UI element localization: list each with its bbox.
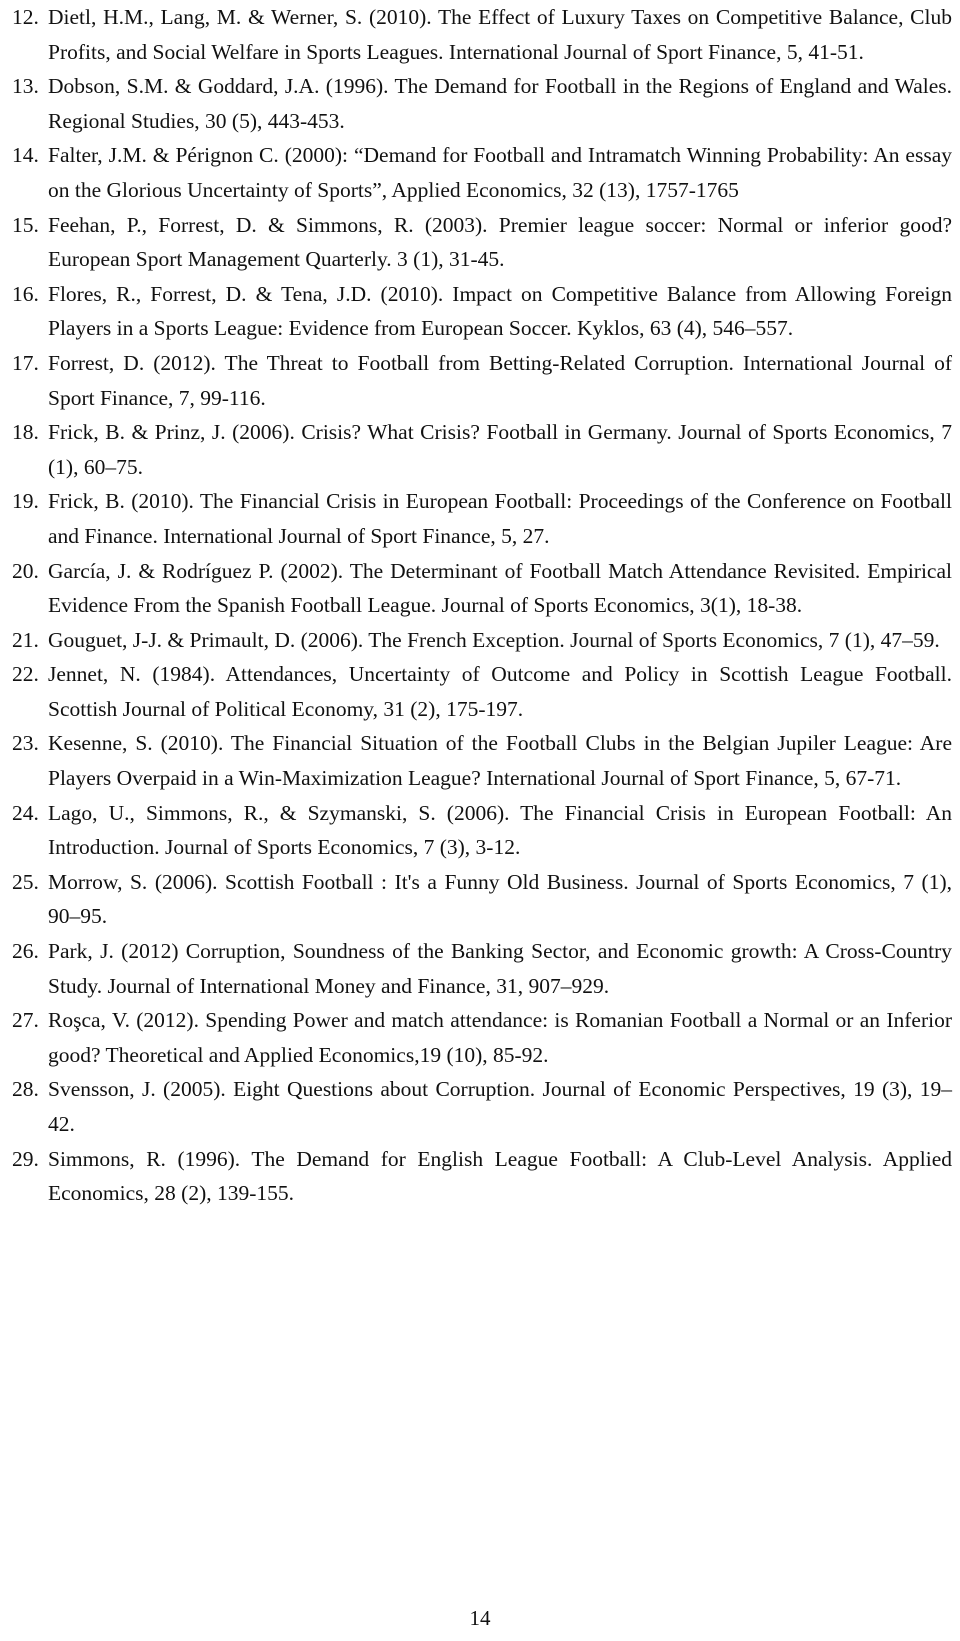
reference-number: 28. <box>12 1077 39 1102</box>
reference-item <box>12 208 952 277</box>
reference-text: Svensson, J. (2005). Eight Questions about Corruption. Journal of Economic Perspectives, 19 (3), 19–42. <box>48 1077 952 1136</box>
reference-number: 26. <box>12 939 39 964</box>
reference-item <box>12 277 952 346</box>
page-number: 14 <box>469 1606 491 1630</box>
reference-text: Kesenne, S. (2010). The Financial Situation of the Football Clubs in the Belgian Jupiler League: Are Players Overpaid in a Win-Maximization League? International Journal of Sport Finance, 5, 67-71. <box>48 731 952 791</box>
reference-item <box>12 69 952 138</box>
reference-text: Gouguet, J-J. & Primault, D. (2006). The French Exception. Journal of Sports Economics, 7 (1), 47–59. <box>48 627 940 652</box>
reference-number: 13. <box>12 74 39 99</box>
reference-item <box>12 623 952 658</box>
reference-text: Lago, U., Simmons, R., & Szymanski, S. (2006). The Financial Crisis in European Football: An Introduction. Journal of Sports Economics, 7 (3), 3-12. <box>48 800 952 860</box>
reference-text: Dobson, S.M. & Goddard, J.A. (1996). The Demand for Football in the Regions of England and Wales. Regional Studies, 30 (5), 443-453. <box>48 74 952 133</box>
reference-item <box>12 484 952 553</box>
reference-item <box>12 796 952 865</box>
reference-number: 29. <box>12 1146 39 1171</box>
reference-item <box>12 726 952 795</box>
reference-number: 12. <box>12 5 39 29</box>
reference-text: Dietl, H.M., Lang, M. & Werner, S. (2010). The Effect of Luxury Taxes on Competitive Balance, Club Profits, and Social Welfare in Sports Leagues. International Journal of Sport Finance, 5, 41-51. <box>48 5 952 64</box>
reference-number: 16. <box>12 281 39 306</box>
reference-page <box>12 0 952 1211</box>
reference-text: Park, J. (2012) Corruption, Soundness of the Banking Sector, and Economic growth: A Cross-Country Study. Journal of International Money and Finance, 31, 907–929. <box>48 939 952 998</box>
reference-text: Forrest, D. (2012). The Threat to Football from Betting-Related Corruption. International Journal of Sport Finance, 7, 99-116. <box>48 350 952 410</box>
reference-number: 22. <box>12 662 39 687</box>
reference-text: Flores, R., Forrest, D. & Tena, J.D. (2010). Impact on Competitive Balance from Allowing Foreign Players in a Sports League: Evidence from European Soccer. Kyklos, 63 (4), 546–557. <box>48 281 952 341</box>
reference-number: 19. <box>12 489 39 514</box>
reference-item <box>12 346 952 415</box>
reference-text: Feehan, P., Forrest, D. & Simmons, R. (2003). Premier league soccer: Normal or inferior good? European Sport Management Quarterly. 3 (1), 31-45. <box>48 212 952 272</box>
reference-text: Frick, B. & Prinz, J. (2006). Crisis? What Crisis? Football in Germany. Journal of Sports Economics, 7 (1), 60–75. <box>48 420 952 479</box>
reference-number: 14. <box>12 143 39 168</box>
reference-number: 24. <box>12 800 39 825</box>
reference-item <box>12 0 952 69</box>
reference-number: 25. <box>12 869 39 894</box>
reference-number: 21. <box>12 627 39 652</box>
reference-number: 20. <box>12 558 39 583</box>
reference-text: Falter, J.M. & Pérignon C. (2000): “Demand for Football and Intramatch Winning Probability: An essay on the Glorious Uncertainty of Sports”, Applied Economics, 32 (13), 1757-1765 <box>48 143 952 202</box>
reference-list <box>12 0 952 1211</box>
reference-item <box>12 415 952 484</box>
reference-text: García, J. & Rodríguez P. (2002). The Determinant of Football Match Attendance Revisited. Empirical Evidence From the Spanish Football League. Journal of Sports Economics, 3(1), 18-38. <box>48 558 952 618</box>
reference-number: 15. <box>12 212 39 237</box>
reference-text: Roşca, V. (2012). Spending Power and match attendance: is Romanian Football a Normal or an Inferior good? Theoretical and Applied Economics,19 (10), 85-92. <box>48 1008 952 1067</box>
reference-item <box>12 554 952 623</box>
reference-item <box>12 657 952 726</box>
reference-text: Frick, B. (2010). The Financial Crisis in European Football: Proceedings of the Conference on Football and Finance. International Journal of Sport Finance, 5, 27. <box>48 489 952 548</box>
reference-text: Morrow, S. (2006). Scottish Football : It's a Funny Old Business. Journal of Sports Economics, 7 (1), 90–95. <box>48 869 952 929</box>
reference-item <box>12 138 952 207</box>
reference-number: 27. <box>12 1008 39 1033</box>
reference-number: 17. <box>12 350 39 375</box>
reference-number: 23. <box>12 731 39 756</box>
reference-item <box>12 865 952 934</box>
reference-item <box>12 1142 952 1211</box>
reference-item <box>12 1072 952 1141</box>
reference-item <box>12 934 952 1003</box>
reference-text: Simmons, R. (1996). The Demand for English League Football: A Club-Level Analysis. Applied Economics, 28 (2), 139-155. <box>48 1146 952 1206</box>
reference-number: 18. <box>12 420 39 445</box>
reference-text: Jennet, N. (1984). Attendances, Uncertainty of Outcome and Policy in Scottish League Football. Scottish Journal of Political Economy, 31 (2), 175-197. <box>48 662 952 721</box>
reference-item <box>12 1003 952 1072</box>
